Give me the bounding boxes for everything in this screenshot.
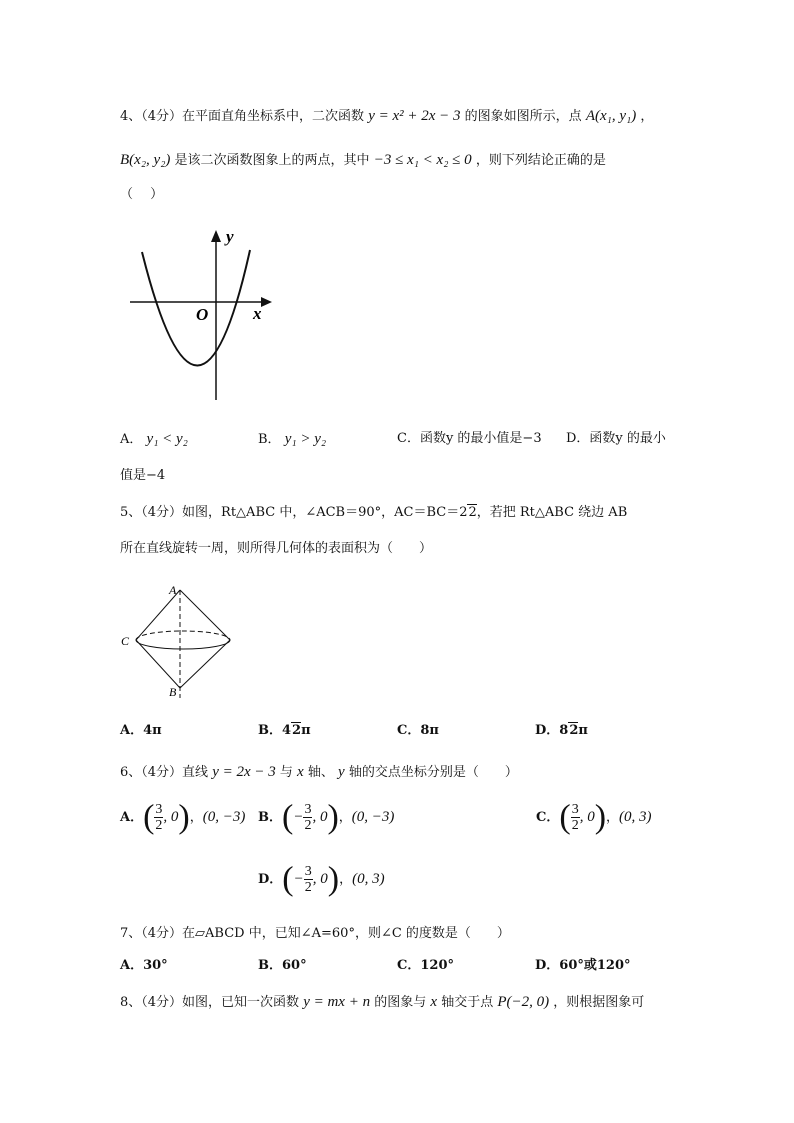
q5-double-cone-figure [118,580,238,700]
q6-stem-mid2: 轴、 [307,765,334,780]
q5-option-b-sqrt: 2 [292,723,302,738]
q6-y: y [338,764,345,780]
q8-stem-mid: 的图象与 [374,995,427,1010]
ellipse-front [136,640,230,649]
q8-line1 [120,993,644,1012]
q7-option-c[interactable]: C．120° [397,958,454,973]
q5-option-b-pre: B．4 [258,723,292,738]
q8-point-p: P(−2, 0) [497,994,550,1010]
q5-option-d-post: π [578,723,588,738]
q4-option-d[interactable]: D．函数y 的最小 [566,431,666,446]
q4-option-b[interactable] [258,430,326,449]
q4-condition: −3 ≤ x₁ < x₂ ≤ 0 [373,152,472,168]
q6-option-a-label: A． [120,810,144,825]
q6-option-c-frac: $\frac{3}{2}$ [571,802,579,833]
q6-option-d-second: (0, 3) [352,871,385,887]
q5-option-b[interactable] [258,722,311,740]
q5-line1 [120,504,627,522]
q6-option-b[interactable]: B．(− $\frac{3}{2}$ , 0)，(0, −3) [258,798,395,836]
q5-option-a[interactable]: A．4π [120,723,162,738]
q4-option-a[interactable] [120,430,188,449]
label-c: C [121,634,130,648]
q8-stem-end: ，则根据图象可 [553,995,645,1010]
q5-option-d[interactable] [535,722,588,740]
q6-option-a-frac: $\frac{3}{2}$ [155,802,163,833]
q8-function: y = mx + n [303,994,371,1010]
q6-stem-mid1: 与 [279,765,293,780]
q6-option-b-frac: $\frac{3}{2}$ [304,802,312,833]
y-axis-label: y [226,227,234,246]
q5-line2: 所在直线旋转一周，则所得几何体的表面积为（ ） [120,541,433,556]
q6-option-c-second: (0, 3) [619,809,652,825]
q4-line1 [120,107,653,126]
q6-stem-end: 轴的交点坐标分别是（ ） [348,765,518,780]
q5-stem-end: ，若把 Rt△ABC 绕边 AB [476,505,628,520]
q4-option-d-cont: 值是−4 [120,468,166,483]
q4-comma: ， [640,109,654,124]
q4-option-b-expr: y₁ > y₂ [284,431,327,447]
q4-parabola-graph [120,222,280,407]
q6-function: y = 2x − 3 [212,764,276,780]
q7-option-b[interactable]: B．60° [258,958,307,973]
q4-option-a-label: A． [120,432,143,447]
q4-point-a: A(x₁, y₁) [585,108,637,124]
q4-function: y = x² + 2x − 3 [368,108,461,124]
origin-label: O [196,305,209,324]
q6-stem-start: 6、（4分）直线 [120,765,209,780]
q4-option-c[interactable]: C．函数y 的最小值是−3 [397,431,542,446]
y-axis-arrow-icon [211,230,221,242]
q6-option-d-frac: $\frac{3}{2}$ [304,864,312,895]
q4-stem-2: 是该二次函数图象上的两点，其中 [174,153,370,168]
q4-blank: （ ） [120,187,164,202]
q4-line2 [120,151,606,170]
q7-stem: 7、（4分）在▱ABCD 中，已知∠A=60°，则∠C 的度数是（ ） [120,926,510,941]
q4-stem-3: ，则下列结论正确的是 [475,153,606,168]
q5-option-d-sqrt: 2 [569,723,579,738]
q4-stem-mid: 的图象如图所示，点 [464,109,582,124]
label-a: A [169,583,177,597]
q6-option-c-label: C． [536,810,560,825]
q6-option-d[interactable]: D．(− $\frac{3}{2}$ , 0)，(0, 3) [258,860,385,898]
q4-stem-start: 4、（4分）在平面直角坐标系中，二次函数 [120,109,365,124]
q6-option-c[interactable]: C．( $\frac{3}{2}$ , 0)，(0, 3) [536,798,652,836]
q8-stem-mid2: 轴交于点 [441,995,494,1010]
q5-option-b-post: π [301,723,311,738]
x-axis-label: x [253,304,262,323]
q4-point-b: B(x₂, y₂) [120,152,171,168]
q6-option-b-label: B． [258,810,282,825]
q4-option-a-expr: y₁ < y₂ [146,431,188,447]
q6-option-a-second: (0, −3) [202,809,246,825]
q6-option-b-second: (0, −3) [351,809,395,825]
q6-option-d-label: D． [258,872,283,887]
q7-option-a[interactable]: A．30° [120,958,168,973]
q6-x: x [297,764,304,780]
q6-line1 [120,763,518,782]
q8-stem-start: 8、（4分）如图，已知一次函数 [120,995,300,1010]
q6-option-a[interactable]: A．( $\frac{3}{2}$ , 0)，(0, −3) [120,798,246,836]
q4-option-b-label: B． [258,432,281,447]
q5-stem-start: 5、（4分）如图，Rt△ABC 中，∠ACB＝90°，AC＝BC＝2 [120,505,468,520]
q5-sqrt: 2 [468,505,477,520]
q5-option-d-pre: D．8 [535,723,569,738]
q5-option-c[interactable]: C．8π [397,723,439,738]
x-axis-arrow-icon [261,297,272,307]
label-b: B [169,685,177,699]
q8-x: x [430,994,438,1010]
q7-option-d[interactable]: D．60°或120° [535,958,631,973]
ellipse-back [136,631,230,640]
